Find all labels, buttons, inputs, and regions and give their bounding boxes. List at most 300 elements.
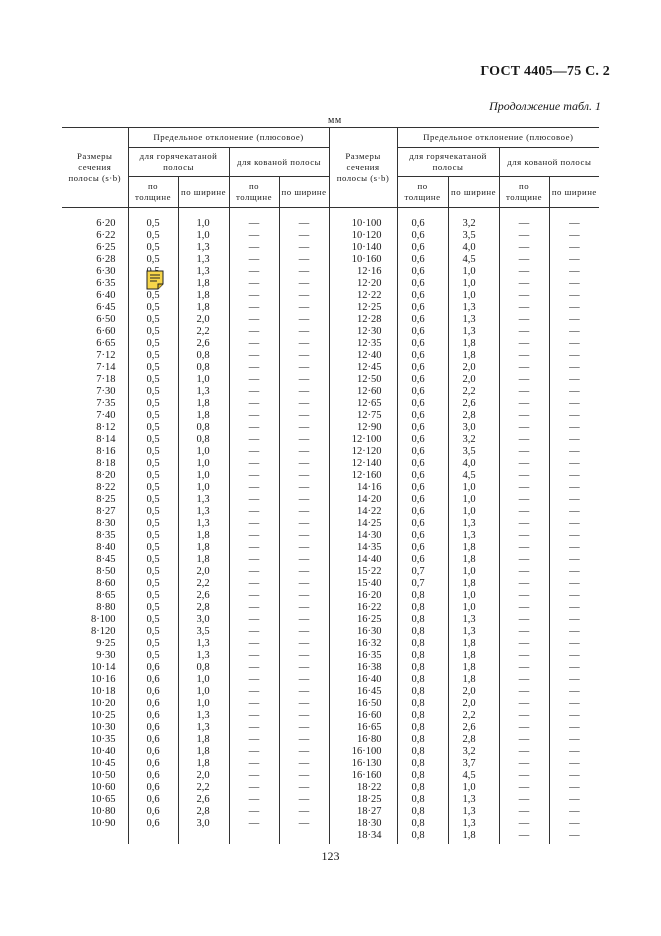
- left-section-size: 8·35: [62, 530, 128, 542]
- left-thickness-forged: —: [229, 254, 279, 266]
- right-section-size: 12·140: [329, 458, 397, 470]
- right-width-hot: 1,3: [448, 530, 499, 542]
- table-row: [62, 302, 599, 314]
- left-thickness-hot: 0,5: [128, 482, 178, 494]
- table-row: [62, 554, 599, 566]
- table-row: [62, 494, 599, 506]
- right-width-hot: 4,5: [448, 254, 499, 266]
- left-thickness-forged: —: [229, 434, 279, 446]
- left-thickness-hot: 0,6: [128, 758, 178, 770]
- left-width-hot: 1,3: [178, 638, 229, 650]
- table-row: [62, 650, 599, 662]
- right-thickness-hot: 0,6: [397, 278, 448, 290]
- left-thickness-forged: —: [229, 278, 279, 290]
- right-section-size: 12·50: [329, 374, 397, 386]
- table-row: [62, 578, 599, 590]
- table-row: [62, 362, 599, 374]
- note-icon[interactable]: [146, 270, 164, 290]
- right-section-size: 16·40: [329, 674, 397, 686]
- table-row: [62, 782, 599, 794]
- right-section-size: 12·100: [329, 434, 397, 446]
- right-section-size: 15·40: [329, 578, 397, 590]
- right-thickness-hot: 0,6: [397, 350, 448, 362]
- left-section-size: 10·16: [62, 674, 128, 686]
- left-thickness-forged: —: [229, 494, 279, 506]
- left-section-size: 8·14: [62, 434, 128, 446]
- left-thickness-hot: 0,5: [128, 530, 178, 542]
- left-section-size: 8·20: [62, 470, 128, 482]
- right-thickness-forged: —: [499, 302, 549, 314]
- right-thickness-hot: 0,6: [397, 362, 448, 374]
- right-width-forged: —: [549, 410, 599, 422]
- right-width-forged: —: [549, 302, 599, 314]
- right-thickness-hot: 0,8: [397, 626, 448, 638]
- left-width-hot: 2,8: [178, 602, 229, 614]
- right-thickness-forged: —: [499, 818, 549, 830]
- right-width-forged: —: [549, 242, 599, 254]
- right-width-hot: 1,0: [448, 506, 499, 518]
- right-width-hot: 4,0: [448, 458, 499, 470]
- right-section-size: 10·160: [329, 254, 397, 266]
- left-section-size: 8·45: [62, 554, 128, 566]
- right-width-hot: 1,3: [448, 614, 499, 626]
- left-section-size: 7·30: [62, 386, 128, 398]
- right-width-hot: 1,0: [448, 266, 499, 278]
- left-thickness-hot: 0,5: [128, 338, 178, 350]
- right-width-hot: 2,2: [448, 710, 499, 722]
- right-width-forged: —: [549, 674, 599, 686]
- right-width-forged: —: [549, 326, 599, 338]
- right-thickness-hot: 0,8: [397, 650, 448, 662]
- left-width-hot: 1,3: [178, 722, 229, 734]
- tolerance-table: [62, 127, 599, 844]
- right-width-hot: 1,8: [448, 830, 499, 844]
- right-width-hot: 1,0: [448, 482, 499, 494]
- right-thickness-forged: —: [499, 830, 549, 844]
- left-section-size: 8·30: [62, 518, 128, 530]
- left-thickness-hot: 0,5: [128, 314, 178, 326]
- left-thickness-hot: 0,5: [128, 208, 178, 231]
- right-width-forged: —: [549, 350, 599, 362]
- right-section-size: 15·22: [329, 566, 397, 578]
- left-width-hot: 3,0: [178, 818, 229, 830]
- right-width-forged: —: [549, 470, 599, 482]
- header-width: по ширине: [448, 177, 499, 208]
- table-row: [62, 770, 599, 782]
- right-thickness-hot: 0,8: [397, 602, 448, 614]
- right-width-hot: 1,8: [448, 350, 499, 362]
- right-thickness-forged: —: [499, 590, 549, 602]
- left-thickness-forged: —: [229, 518, 279, 530]
- right-section-size: 12·40: [329, 350, 397, 362]
- left-width-hot: 1,0: [178, 446, 229, 458]
- left-section-size: 10·80: [62, 806, 128, 818]
- right-width-hot: 1,8: [448, 650, 499, 662]
- left-width-forged: —: [279, 410, 329, 422]
- left-thickness-hot: 0,6: [128, 746, 178, 758]
- left-width-forged: —: [279, 446, 329, 458]
- left-width-forged: —: [279, 566, 329, 578]
- right-thickness-hot: 0,8: [397, 590, 448, 602]
- left-thickness-hot: 0,6: [128, 698, 178, 710]
- left-thickness-hot: 0,5: [128, 470, 178, 482]
- right-section-size: 16·45: [329, 686, 397, 698]
- right-width-forged: —: [549, 686, 599, 698]
- right-thickness-forged: —: [499, 278, 549, 290]
- right-thickness-forged: —: [499, 386, 549, 398]
- left-width-forged: —: [279, 770, 329, 782]
- left-width-hot: 1,0: [178, 698, 229, 710]
- table-row: [62, 386, 599, 398]
- right-thickness-hot: 0,6: [397, 506, 448, 518]
- right-width-forged: —: [549, 638, 599, 650]
- left-width-hot: 1,3: [178, 506, 229, 518]
- right-width-hot: 1,0: [448, 602, 499, 614]
- right-section-size: 16·30: [329, 626, 397, 638]
- left-thickness-forged: —: [229, 770, 279, 782]
- left-thickness-hot: 0,6: [128, 710, 178, 722]
- left-width-hot: 3,0: [178, 614, 229, 626]
- left-thickness-hot: 0,5: [128, 578, 178, 590]
- table-row: [62, 290, 599, 302]
- left-width-forged: —: [279, 386, 329, 398]
- left-width-forged: —: [279, 230, 329, 242]
- right-width-hot: 4,5: [448, 470, 499, 482]
- right-width-forged: —: [549, 314, 599, 326]
- right-section-size: 12·160: [329, 470, 397, 482]
- left-width-hot: 1,3: [178, 266, 229, 278]
- right-thickness-forged: —: [499, 566, 549, 578]
- right-thickness-forged: —: [499, 434, 549, 446]
- right-width-forged: —: [549, 494, 599, 506]
- right-section-size: 18·25: [329, 794, 397, 806]
- right-width-forged: —: [549, 794, 599, 806]
- table-row: [62, 470, 599, 482]
- left-width-hot: 1,8: [178, 410, 229, 422]
- right-width-hot: 2,0: [448, 698, 499, 710]
- right-section-size: 18·22: [329, 782, 397, 794]
- left-width-hot: 2,2: [178, 326, 229, 338]
- right-width-forged: —: [549, 458, 599, 470]
- right-thickness-forged: —: [499, 806, 549, 818]
- right-section-size: 12·90: [329, 422, 397, 434]
- left-thickness-forged: —: [229, 710, 279, 722]
- right-thickness-hot: 0,8: [397, 734, 448, 746]
- left-width-forged: —: [279, 806, 329, 818]
- right-width-hot: 3,2: [448, 746, 499, 758]
- right-width-hot: 2,8: [448, 410, 499, 422]
- table-row: [62, 722, 599, 734]
- left-width-forged: —: [279, 794, 329, 806]
- right-width-hot: 1,0: [448, 494, 499, 506]
- left-thickness-forged: —: [229, 662, 279, 674]
- left-width-hot: 1,3: [178, 386, 229, 398]
- left-width-forged: —: [279, 242, 329, 254]
- right-thickness-hot: 0,6: [397, 254, 448, 266]
- left-thickness-hot: 0,5: [128, 626, 178, 638]
- right-thickness-hot: 0,8: [397, 806, 448, 818]
- table-row: [62, 506, 599, 518]
- right-width-forged: —: [549, 434, 599, 446]
- left-width-forged: —: [279, 662, 329, 674]
- table-row: [62, 338, 599, 350]
- left-width-hot: 2,0: [178, 770, 229, 782]
- left-thickness-forged: —: [229, 410, 279, 422]
- left-thickness-hot: 0,5: [128, 242, 178, 254]
- left-width-hot: 1,3: [178, 650, 229, 662]
- left-thickness-hot: 0,5: [128, 542, 178, 554]
- left-thickness-hot: 0,6: [128, 782, 178, 794]
- left-thickness-forged: —: [229, 326, 279, 338]
- right-section-size: 14·35: [329, 542, 397, 554]
- right-thickness-forged: —: [499, 350, 549, 362]
- left-thickness-forged: [229, 830, 279, 844]
- table-row: [62, 830, 599, 844]
- right-thickness-forged: —: [499, 446, 549, 458]
- left-section-size: 8·60: [62, 578, 128, 590]
- left-section-size: 8·80: [62, 602, 128, 614]
- table-row: [62, 818, 599, 830]
- left-width-hot: 2,6: [178, 794, 229, 806]
- right-width-hot: 3,2: [448, 208, 499, 231]
- left-width-hot: 1,8: [178, 398, 229, 410]
- right-section-size: 12·120: [329, 446, 397, 458]
- left-thickness-forged: —: [229, 362, 279, 374]
- left-thickness-forged: —: [229, 698, 279, 710]
- left-section-size: 10·30: [62, 722, 128, 734]
- left-thickness-forged: —: [229, 398, 279, 410]
- right-section-size: 16·20: [329, 590, 397, 602]
- left-width-forged: —: [279, 674, 329, 686]
- left-width-hot: 0,8: [178, 662, 229, 674]
- right-thickness-hot: 0,8: [397, 686, 448, 698]
- table-row: [62, 326, 599, 338]
- table-row: [62, 242, 599, 254]
- left-section-size: 7·35: [62, 398, 128, 410]
- left-thickness-hot: 0,6: [128, 686, 178, 698]
- right-section-size: 16·65: [329, 722, 397, 734]
- right-width-forged: —: [549, 208, 599, 231]
- left-section-size: 7·18: [62, 374, 128, 386]
- right-thickness-forged: —: [499, 362, 549, 374]
- right-section-size: 12·28: [329, 314, 397, 326]
- left-thickness-forged: —: [229, 602, 279, 614]
- left-thickness-hot: 0,6: [128, 734, 178, 746]
- left-width-hot: 1,0: [178, 374, 229, 386]
- left-thickness-forged: —: [229, 614, 279, 626]
- left-width-forged: —: [279, 578, 329, 590]
- left-width-forged: —: [279, 530, 329, 542]
- left-width-forged: —: [279, 542, 329, 554]
- right-width-forged: —: [549, 566, 599, 578]
- right-width-forged: —: [549, 254, 599, 266]
- left-section-size: 6·60: [62, 326, 128, 338]
- table-row: [62, 458, 599, 470]
- table-row: [62, 254, 599, 266]
- left-thickness-forged: —: [229, 482, 279, 494]
- left-section-size: 9·25: [62, 638, 128, 650]
- right-thickness-hot: 0,6: [397, 422, 448, 434]
- left-thickness-forged: —: [229, 290, 279, 302]
- right-section-size: 14·30: [329, 530, 397, 542]
- right-width-forged: —: [549, 806, 599, 818]
- right-section-size: 12·75: [329, 410, 397, 422]
- right-thickness-forged: —: [499, 338, 549, 350]
- left-width-hot: 1,0: [178, 674, 229, 686]
- table-row: [62, 446, 599, 458]
- left-thickness-forged: —: [229, 374, 279, 386]
- left-width-hot: 2,6: [178, 590, 229, 602]
- left-width-hot: 1,8: [178, 746, 229, 758]
- table-row: [62, 374, 599, 386]
- left-section-size: 10·35: [62, 734, 128, 746]
- left-width-forged: —: [279, 422, 329, 434]
- left-width-forged: —: [279, 494, 329, 506]
- right-width-hot: 2,0: [448, 686, 499, 698]
- right-width-forged: —: [549, 398, 599, 410]
- right-thickness-hot: 0,8: [397, 614, 448, 626]
- left-width-hot: 1,8: [178, 734, 229, 746]
- left-width-hot: 1,0: [178, 208, 229, 231]
- table-row: [62, 422, 599, 434]
- right-thickness-hot: 0,6: [397, 302, 448, 314]
- right-width-hot: 1,8: [448, 338, 499, 350]
- unit-label: мм: [328, 115, 342, 126]
- left-section-size: 8·27: [62, 506, 128, 518]
- left-width-forged: —: [279, 746, 329, 758]
- right-thickness-forged: —: [499, 326, 549, 338]
- right-width-forged: —: [549, 698, 599, 710]
- right-thickness-hot: 0,6: [397, 470, 448, 482]
- right-thickness-forged: —: [499, 758, 549, 770]
- left-section-size: 10·25: [62, 710, 128, 722]
- table-row: [62, 686, 599, 698]
- left-width-hot: 1,0: [178, 470, 229, 482]
- right-width-forged: —: [549, 374, 599, 386]
- left-thickness-forged: —: [229, 208, 279, 231]
- right-width-hot: 3,5: [448, 446, 499, 458]
- left-width-hot: 1,3: [178, 710, 229, 722]
- right-section-size: 12·65: [329, 398, 397, 410]
- right-section-size: 12·22: [329, 290, 397, 302]
- right-thickness-hot: 0,6: [397, 542, 448, 554]
- left-thickness-forged: —: [229, 578, 279, 590]
- right-section-size: 16·160: [329, 770, 397, 782]
- left-width-hot: 1,8: [178, 542, 229, 554]
- left-section-size: 7·14: [62, 362, 128, 374]
- left-width-hot: 1,0: [178, 230, 229, 242]
- table-row: [62, 698, 599, 710]
- right-thickness-hot: 0,6: [397, 482, 448, 494]
- right-thickness-forged: —: [499, 626, 549, 638]
- left-section-size: 6·35: [62, 278, 128, 290]
- right-thickness-forged: —: [499, 266, 549, 278]
- left-section-size: 9·30: [62, 650, 128, 662]
- right-thickness-forged: —: [499, 722, 549, 734]
- right-width-hot: 1,8: [448, 542, 499, 554]
- left-thickness-forged: —: [229, 794, 279, 806]
- left-width-forged: —: [279, 638, 329, 650]
- right-width-hot: 1,3: [448, 326, 499, 338]
- table-row: [62, 398, 599, 410]
- right-section-size: 18·27: [329, 806, 397, 818]
- left-width-forged: —: [279, 254, 329, 266]
- left-thickness-hot: 0,5: [128, 518, 178, 530]
- left-width-forged: —: [279, 266, 329, 278]
- table-row: [62, 350, 599, 362]
- table-continuation-note: Продолжение табл. 1: [489, 99, 601, 113]
- table-body: [62, 208, 599, 845]
- table-row: [62, 208, 599, 231]
- left-thickness-hot: 0,5: [128, 650, 178, 662]
- left-width-hot: 1,3: [178, 254, 229, 266]
- table-row: [62, 314, 599, 326]
- right-width-forged: —: [549, 266, 599, 278]
- right-thickness-forged: —: [499, 230, 549, 242]
- left-width-forged: —: [279, 782, 329, 794]
- left-width-forged: —: [279, 710, 329, 722]
- right-width-forged: —: [549, 722, 599, 734]
- left-width-forged: —: [279, 338, 329, 350]
- left-thickness-hot: 0,5: [128, 506, 178, 518]
- table-row: [62, 542, 599, 554]
- right-width-forged: —: [549, 482, 599, 494]
- left-width-forged: —: [279, 482, 329, 494]
- right-thickness-forged: —: [499, 242, 549, 254]
- left-thickness-forged: —: [229, 818, 279, 830]
- left-width-hot: 0,8: [178, 350, 229, 362]
- header-thickness: по толщине: [128, 177, 178, 208]
- table-row: [62, 710, 599, 722]
- left-thickness-hot: 0,6: [128, 674, 178, 686]
- right-thickness-hot: 0,7: [397, 578, 448, 590]
- right-thickness-forged: —: [499, 602, 549, 614]
- left-section-size: 6·45: [62, 302, 128, 314]
- right-width-forged: —: [549, 230, 599, 242]
- right-width-hot: 1,0: [448, 278, 499, 290]
- left-width-hot: 1,8: [178, 290, 229, 302]
- right-width-hot: 1,0: [448, 566, 499, 578]
- right-thickness-forged: —: [499, 314, 549, 326]
- header-size-left: Размеры сечения полосы (s·b): [62, 128, 128, 208]
- left-thickness-hot: 0,5: [128, 254, 178, 266]
- left-thickness-hot: 0,5: [128, 302, 178, 314]
- right-width-forged: —: [549, 602, 599, 614]
- header-thickness: по толщине: [397, 177, 448, 208]
- left-width-hot: 1,8: [178, 758, 229, 770]
- left-width-forged: —: [279, 698, 329, 710]
- left-section-size: 10·45: [62, 758, 128, 770]
- left-width-forged: —: [279, 314, 329, 326]
- header-hot-rolled-left: для горячекатаной полосы: [128, 148, 229, 177]
- right-thickness-forged: —: [499, 734, 549, 746]
- left-width-forged: —: [279, 554, 329, 566]
- table-row: [62, 566, 599, 578]
- left-thickness-forged: —: [229, 506, 279, 518]
- right-thickness-hot: 0,8: [397, 674, 448, 686]
- header-deviation-right: Предельное отклонение (плюсовое): [397, 128, 599, 148]
- right-thickness-forged: —: [499, 578, 549, 590]
- table-row: [62, 266, 599, 278]
- right-width-hot: 3,0: [448, 422, 499, 434]
- left-width-forged: —: [279, 818, 329, 830]
- left-width-forged: —: [279, 326, 329, 338]
- left-width-forged: —: [279, 506, 329, 518]
- left-section-size: 8·25: [62, 494, 128, 506]
- right-thickness-hot: 0,6: [397, 554, 448, 566]
- right-section-size: 12·60: [329, 386, 397, 398]
- right-section-size: 16·22: [329, 602, 397, 614]
